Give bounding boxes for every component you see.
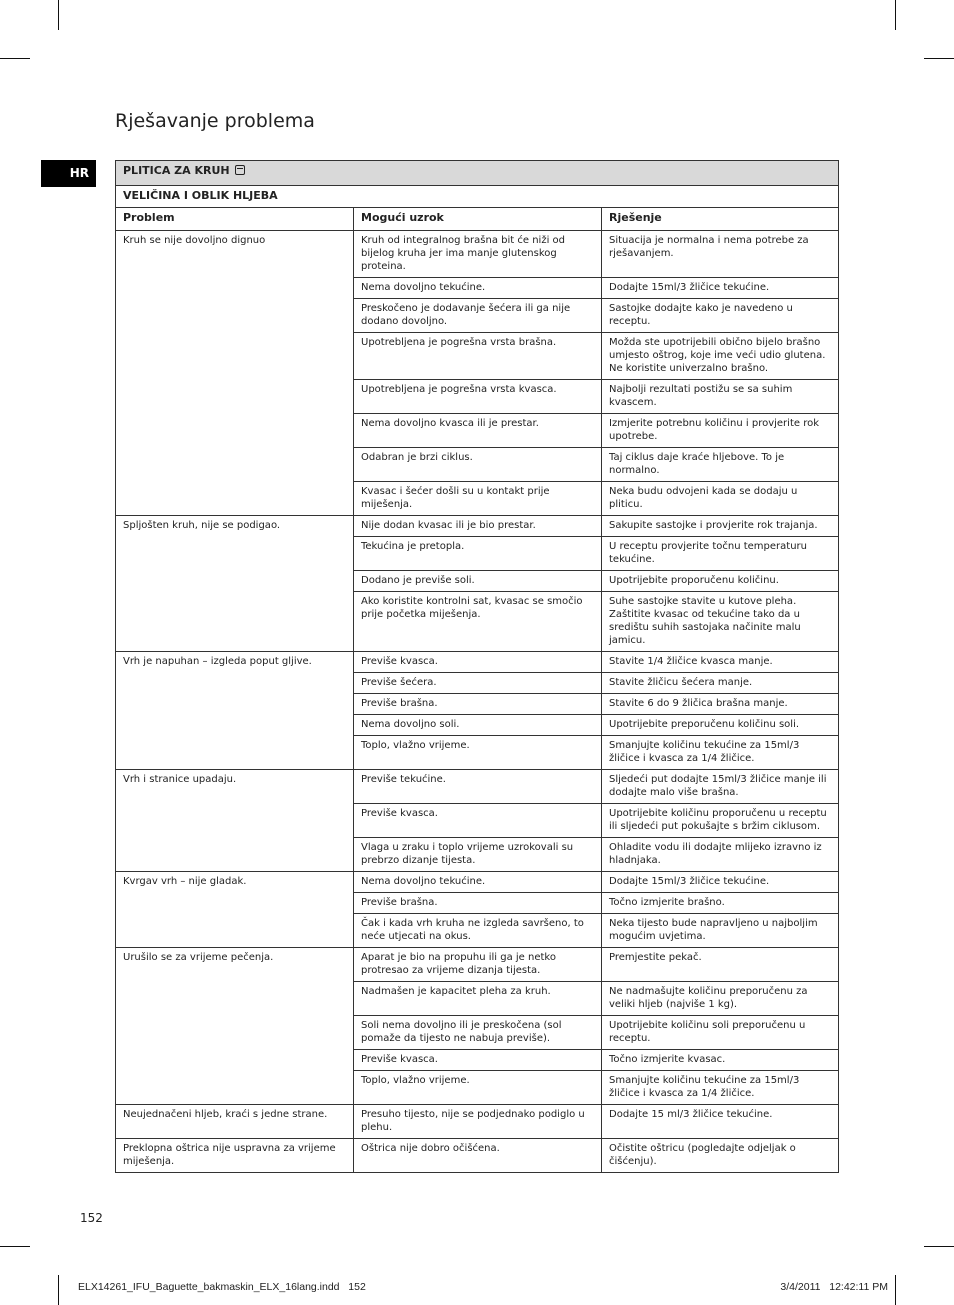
table-row: [116, 1138, 839, 1172]
column-header-problem: Problem: [116, 208, 354, 230]
table-row: [116, 871, 839, 892]
cause-cell: Kruh od integralnog brašna bit će niži od bijelog kruha jer ima manje glutenskog proteina.: [354, 230, 602, 277]
footer-file-info: ELX14261_IFU_Baguette_bakmaskin_ELX_16lang.indd 152: [78, 1281, 366, 1293]
cause-cell: Previše šećera.: [354, 672, 602, 693]
cause-cell: Previše kvasca.: [354, 1049, 602, 1070]
cause-cell: Previše tekućine.: [354, 769, 602, 803]
problem-cell: Vrh i stranice upadaju.: [116, 769, 354, 871]
footer-date: 3/4/2011 12:42:11 PM: [780, 1281, 888, 1293]
problem-cell: Spljošten kruh, nije se podigao.: [116, 515, 354, 651]
page-number: 152: [80, 1211, 103, 1225]
cause-cell: Čak i kada vrh kruha ne izgleda savršeno, to neće utjecati na okus.: [354, 913, 602, 947]
solution-cell: Upotrijebite preporučenu količinu soli.: [602, 714, 839, 735]
cause-cell: Nadmašen je kapacitet pleha za kruh.: [354, 981, 602, 1015]
cause-cell: Kvasac i šećer došli su u kontakt prije miješenja.: [354, 481, 602, 515]
crop-mark: [895, 0, 896, 30]
solution-cell: Dodajte 15ml/3 žličice tekućine.: [602, 277, 839, 298]
section-title: PLITICA ZA KRUH: [123, 164, 230, 177]
table-row: [116, 651, 839, 672]
solution-cell: Smanjujte količinu tekućine za 15ml/3 žličice i kvasca za 1/4 žličice.: [602, 1070, 839, 1104]
problem-cell: Urušilo se za vrijeme pečenja.: [116, 947, 354, 1104]
solution-cell: Suhe sastojke stavite u kutove pleha. Zaštitite kvasac od tekućine tako da u središtu suhih sastojaka načinite malu jamicu.: [602, 591, 839, 651]
crop-mark: [895, 1275, 896, 1305]
cause-cell: Nema dovoljno kvasca ili je prestar.: [354, 413, 602, 447]
cause-cell: Tekućina je pretopla.: [354, 536, 602, 570]
cause-cell: Dodano je previše soli.: [354, 570, 602, 591]
problem-cell: Kruh se nije dovoljno dignuo: [116, 230, 354, 515]
solution-cell: Najbolji rezultati postižu se sa suhim kvascem.: [602, 379, 839, 413]
solution-cell: Situacija je normalna i nema potrebe za rješavanjem.: [602, 230, 839, 277]
crop-mark: [924, 58, 954, 59]
section-title-cell: [116, 161, 839, 186]
solution-cell: Premjestite pekač.: [602, 947, 839, 981]
problem-cell: Neujednačeni hljeb, kraći s jedne strane.: [116, 1104, 354, 1138]
bread-pan-icon: [235, 165, 245, 175]
troubleshooting-table: [115, 160, 839, 1173]
cause-cell: Nema dovoljno soli.: [354, 714, 602, 735]
crop-mark: [0, 1246, 30, 1247]
solution-cell: Neka tijesto bude napravljeno u najboljim mogućim uvjetima.: [602, 913, 839, 947]
crop-mark: [924, 1246, 954, 1247]
subsection-title: VELIČINA I OBLIK HLJEBA: [116, 186, 839, 208]
solution-cell: Očistite oštricu (pogledajte odjeljak o čišćenju).: [602, 1138, 839, 1172]
solution-cell: Smanjujte količinu tekućine za 15ml/3 žličice i kvasca za 1/4 žličice.: [602, 735, 839, 769]
cause-cell: Nije dodan kvasac ili je bio prestar.: [354, 515, 602, 536]
crop-mark: [58, 0, 59, 30]
solution-cell: Dodajte 15ml/3 žličice tekućine.: [602, 871, 839, 892]
solution-cell: Ohladite vodu ili dodajte mlijeko izravno iz hladnjaka.: [602, 837, 839, 871]
cause-cell: Nema dovoljno tekućine.: [354, 277, 602, 298]
crop-mark: [0, 58, 30, 59]
solution-cell: Neka budu odvojeni kada se dodaju u pliticu.: [602, 481, 839, 515]
column-header-row: [116, 208, 839, 230]
solution-cell: Točno izmjerite brašno.: [602, 892, 839, 913]
problem-cell: Vrh je napuhan – izgleda poput gljive.: [116, 651, 354, 769]
solution-cell: Možda ste upotrijebili obično bijelo brašno umjesto oštrog, koje ime veći udio glutena. Ne koristite univerzalno brašno.: [602, 332, 839, 379]
problem-cell: Preklopna oštrica nije uspravna za vrijeme miješenja.: [116, 1138, 354, 1172]
solution-cell: Sastojke dodajte kako je navedeno u receptu.: [602, 298, 839, 332]
cause-cell: Toplo, vlažno vrijeme.: [354, 1070, 602, 1104]
solution-cell: Stavite 6 do 9 žličica brašna manje.: [602, 693, 839, 714]
cause-cell: Upotrebljena je pogrešna vrsta brašna.: [354, 332, 602, 379]
table-row: [116, 769, 839, 803]
solution-cell: Upotrijebite količinu proporučenu u receptu ili sljedeći put pokušajte s bržim ciklusom.: [602, 803, 839, 837]
cause-cell: Soli nema dovoljno ili je preskočena (sol pomaže da tijesto ne nabuja previše).: [354, 1015, 602, 1049]
crop-mark: [58, 1275, 59, 1305]
cause-cell: Upotrebljena je pogrešna vrsta kvasca.: [354, 379, 602, 413]
solution-cell: Izmjerite potrebnu količinu i provjerite rok upotrebe.: [602, 413, 839, 447]
table-row: [116, 230, 839, 277]
cause-cell: Nema dovoljno tekućine.: [354, 871, 602, 892]
cause-cell: Previše kvasca.: [354, 803, 602, 837]
cause-cell: Previše brašna.: [354, 892, 602, 913]
solution-cell: Dodajte 15 ml/3 žličice tekućine.: [602, 1104, 839, 1138]
cause-cell: Presuho tijesto, nije se podjednako podiglo u plehu.: [354, 1104, 602, 1138]
table-row: [116, 515, 839, 536]
cause-cell: Previše brašna.: [354, 693, 602, 714]
cause-cell: Aparat je bio na propuhu ili ga je netko protresao za vrijeme dizanja tijesta.: [354, 947, 602, 981]
solution-cell: Upotrijebite količinu soli preporučenu u receptu.: [602, 1015, 839, 1049]
table-row: [116, 947, 839, 981]
solution-cell: U receptu provjerite točnu temperaturu tekućine.: [602, 536, 839, 570]
table-row: [116, 1104, 839, 1138]
solution-cell: Sljedeći put dodajte 15ml/3 žličice manje ili dodajte malo više brašna.: [602, 769, 839, 803]
solution-cell: Ne nadmašujte količinu preporučenu za veliki hljeb (najviše 1 kg).: [602, 981, 839, 1015]
page-title: Rješavanje problema: [115, 110, 315, 132]
cause-cell: Odabran je brzi ciklus.: [354, 447, 602, 481]
subsection-header-row: [116, 186, 839, 208]
language-tab: HR: [41, 160, 96, 187]
column-header-solution: Rješenje: [602, 208, 839, 230]
cause-cell: Toplo, vlažno vrijeme.: [354, 735, 602, 769]
solution-cell: Točno izmjerite kvasac.: [602, 1049, 839, 1070]
cause-cell: Oštrica nije dobro očišćena.: [354, 1138, 602, 1172]
solution-cell: Taj ciklus daje kraće hljebove. To je normalno.: [602, 447, 839, 481]
cause-cell: Vlaga u zraku i toplo vrijeme uzrokovali su prebrzo dizanje tijesta.: [354, 837, 602, 871]
cause-cell: Preskočeno je dodavanje šećera ili ga nije dodano dovoljno.: [354, 298, 602, 332]
cause-cell: Previše kvasca.: [354, 651, 602, 672]
problem-cell: Kvrgav vrh – nije gladak.: [116, 871, 354, 947]
column-header-cause: Mogući uzrok: [354, 208, 602, 230]
solution-cell: Sakupite sastojke i provjerite rok trajanja.: [602, 515, 839, 536]
solution-cell: Stavite žličicu šećera manje.: [602, 672, 839, 693]
solution-cell: Stavite 1/4 žličice kvasca manje.: [602, 651, 839, 672]
section-header-row: [116, 161, 839, 186]
cause-cell: Ako koristite kontrolni sat, kvasac se smočio prije početka miješenja.: [354, 591, 602, 651]
solution-cell: Upotrijebite proporučenu količinu.: [602, 570, 839, 591]
